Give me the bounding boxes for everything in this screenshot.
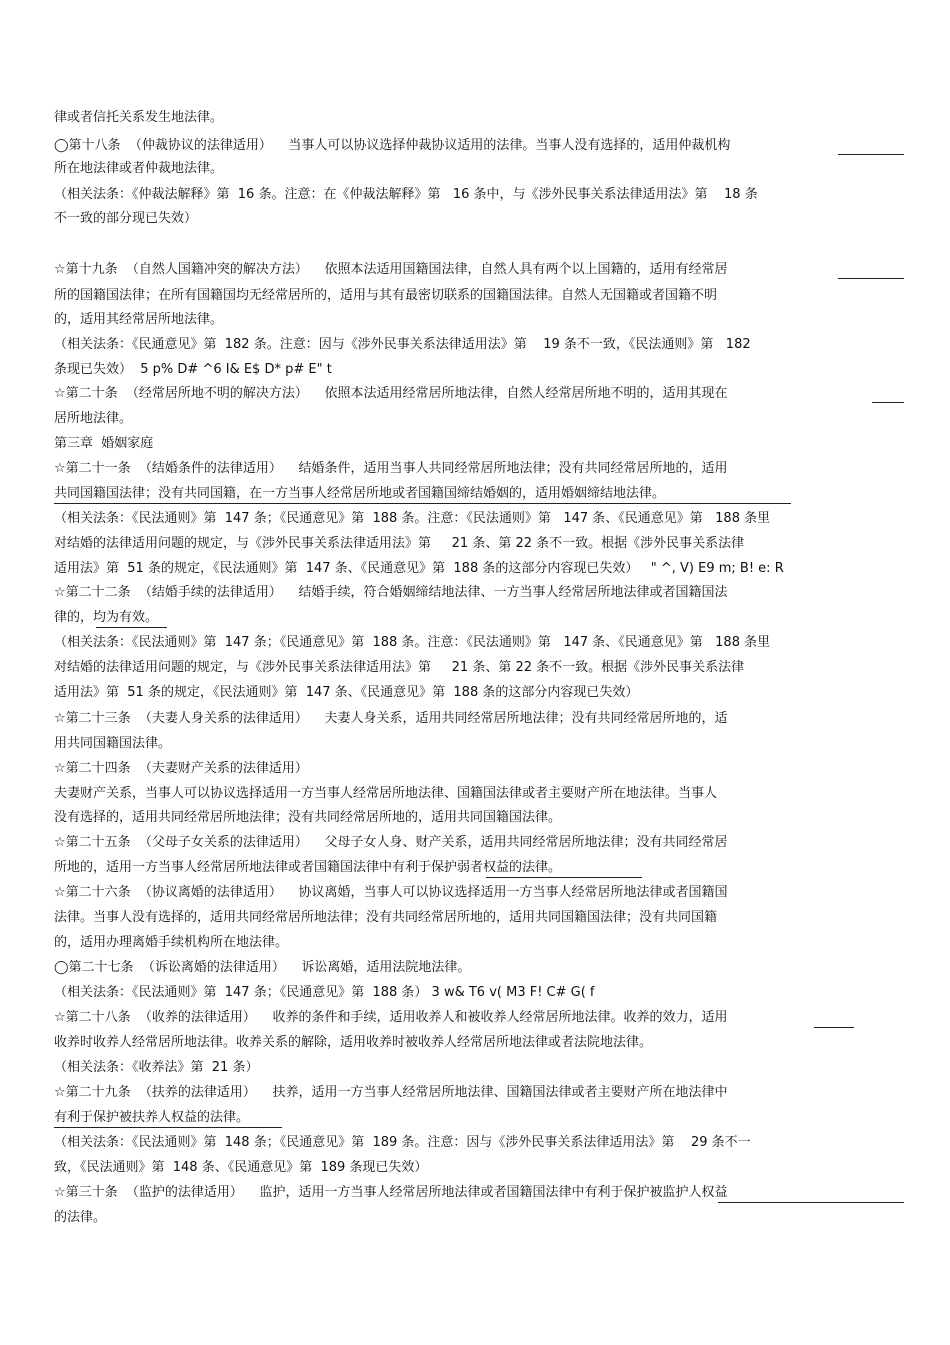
text-line: 共同国籍国法律；没有共同国籍，在一方当事人经常居所地或者国籍国缔结婚姻的，适用婚姻缔结地法律。 xyxy=(54,486,666,501)
underline-rule xyxy=(814,1027,854,1028)
underline-rule xyxy=(96,627,167,628)
article-26-heading: ☆第二十六条 （协议离婚的法律适用） 协议离婚，当事人可以协议选择适用一方当事人经常居所地法律或者国籍国 xyxy=(54,885,728,900)
text-line: 不一致的部分现已失效） xyxy=(54,211,198,226)
text-line: 用共同国籍国法律。 xyxy=(54,736,172,751)
related-law-note: （相关法条：《民通意见》第 182 条。注意：因与《涉外民事关系法律适用法》第 19 条不一致，《民法通则》第 182 xyxy=(54,337,751,352)
underline-rule xyxy=(838,278,904,279)
article-19-heading: ☆第十九条 （自然人国籍冲突的解决方法） 依照本法适用国籍国法律，自然人具有两个以上国籍的，适用有经常居 xyxy=(54,262,728,277)
text-line: 的法律。 xyxy=(54,1210,107,1225)
article-22-heading: ☆第二十二条 （结婚手续的法律适用） 结婚手续，符合婚姻缔结地法律、一方当事人经常居所地法律或者国籍国法 xyxy=(54,585,728,600)
underline-rule xyxy=(718,1202,904,1203)
chapter-3-heading: 第三章 婚姻家庭 xyxy=(54,436,154,451)
text-line: 所地的，适用一方当事人经常居所地法律或者国籍国法律中有利于保护弱者权益的法律。 xyxy=(54,860,562,875)
text-line: 的，适用办理离婚手续机构所在地法律。 xyxy=(54,935,289,950)
text-line: 适用法》第 51 条的规定，《民法通则》第 147 条、《民通意见》第 188 条的这部分内容现已失效） xyxy=(54,685,639,700)
article-30-heading: ☆第三十条 （监护的法律适用） 监护，适用一方当事人经常居所地法律或者国籍国法律中有利于保护被监护人权益 xyxy=(54,1185,728,1200)
related-law-note: （相关法条：《收养法》第 21 条） xyxy=(54,1060,259,1075)
article-23-heading: ☆第二十三条 （夫妻人身关系的法律适用） 夫妻人身关系，适用共同经常居所地法律；没有共同经常居所地的，适 xyxy=(54,711,728,726)
text-line: 适用法》第 51 条的规定，《民法通则》第 147 条、《民通意见》第 188 条的这部分内容现已失效） " ^, V) E9 m; B! e: R xyxy=(54,561,784,576)
related-law-note: （相关法条：《民法通则》第 147 条；《民通意见》第 188 条。注意：《民法通则》第 147 条、《民通意见》第 188 条里 xyxy=(54,635,771,650)
article-20-heading: ☆第二十条 （经常居所地不明的解决方法） 依照本法适用经常居所地法律，自然人经常居所地不明的，适用其现在 xyxy=(54,386,728,401)
text-line: 收养时收养人经常居所地法律。收养关系的解除，适用收养时被收养人经常居所地法律或者法院地法律。 xyxy=(54,1035,653,1050)
related-law-note: （相关法条：《民法通则》第 148 条；《民通意见》第 189 条。注意：因与《涉外民事关系法律适用法》第 29 条不一 xyxy=(54,1135,751,1150)
text-line: 有利于保护被扶养人权益的法律。 xyxy=(54,1110,250,1125)
underline-rule xyxy=(838,154,904,155)
text-line: 律或者信托关系发生地法律。 xyxy=(54,110,224,125)
article-29-heading: ☆第二十九条 （扶养的法律适用） 扶养，适用一方当事人经常居所地法律、国籍国法律或者主要财产所在地法律中 xyxy=(54,1085,728,1100)
text-line: 法律。当事人没有选择的，适用共同经常居所地法律；没有共同经常居所地的，适用共同国籍国法律；没有共同国籍 xyxy=(54,910,718,925)
related-law-note: （相关法条：《仲裁法解释》第 16 条。注意：在《仲裁法解释》第 16 条中，与《涉外民事关系法律适用法》第 18 条 xyxy=(54,187,758,202)
text-line: 所的国籍国法律；在所有国籍国均无经常居所的，适用与其有最密切联系的国籍国法律。自然人无国籍或者国籍不明 xyxy=(54,288,718,303)
related-law-note: （相关法条：《民法通则》第 147 条；《民通意见》第 188 条。注意：《民法通则》第 147 条、《民通意见》第 188 条里 xyxy=(54,511,771,526)
article-24-heading: ☆第二十四条 （夫妻财产关系的法律适用） xyxy=(54,761,308,776)
article-27-heading: ◯第二十七条 （诉讼离婚的法律适用） 诉讼离婚，适用法院地法律。 xyxy=(54,960,471,975)
text-line: 所在地法律或者仲裁地法律。 xyxy=(54,161,224,176)
text-line: 夫妻财产关系，当事人可以协议选择适用一方当事人经常居所地法律、国籍国法律或者主要财产所在地法律。当事人 xyxy=(54,786,718,801)
text-line: 条现已失效） 5 p% D# ^6 I& E$ D* p# E" t xyxy=(54,362,332,377)
article-18-heading: ◯第十八条 （仲裁协议的法律适用） 当事人可以协议选择仲裁协议适用的法律。当事人没有选择的，适用仲裁机构 xyxy=(54,138,731,153)
underline-rule xyxy=(486,877,642,878)
article-25-heading: ☆第二十五条 （父母子女关系的法律适用） 父母子女人身、财产关系，适用共同经常居所地法律；没有共同经常居 xyxy=(54,835,728,850)
text-line: 居所地法律。 xyxy=(54,411,133,426)
underline-rule xyxy=(54,1127,282,1128)
related-law-note: （相关法条：《民法通则》第 147 条；《民通意见》第 188 条） 3 w& T6 v( M3 F! C# G( f xyxy=(54,985,595,1000)
article-21-heading: ☆第二十一条 （结婚条件的法律适用） 结婚条件，适用当事人共同经常居所地法律；没有共同经常居所地的，适用 xyxy=(54,461,728,476)
text-line: 对结婚的法律适用问题的规定，与《涉外民事关系法律适用法》第 21 条、第 22 条不一致。根据《涉外民事关系法律 xyxy=(54,660,745,675)
text-line: 没有选择的，适用共同经常居所地法律；没有共同经常居所地的，适用共同国籍国法律。 xyxy=(54,810,562,825)
article-28-heading: ☆第二十八条 （收养的法律适用） 收养的条件和手续，适用收养人和被收养人经常居所地法律。收养的效力，适用 xyxy=(54,1010,728,1025)
text-line: 的，适用其经常居所地法律。 xyxy=(54,312,224,327)
text-line: 致，《民法通则》第 148 条、《民通意见》第 189 条现已失效） xyxy=(54,1160,428,1175)
underline-rule xyxy=(872,402,904,403)
text-line: 律的，均为有效。 xyxy=(54,610,159,625)
text-line: 对结婚的法律适用问题的规定，与《涉外民事关系法律适用法》第 21 条、第 22 条不一致。根据《涉外民事关系法律 xyxy=(54,536,745,551)
underline-rule xyxy=(54,503,791,504)
